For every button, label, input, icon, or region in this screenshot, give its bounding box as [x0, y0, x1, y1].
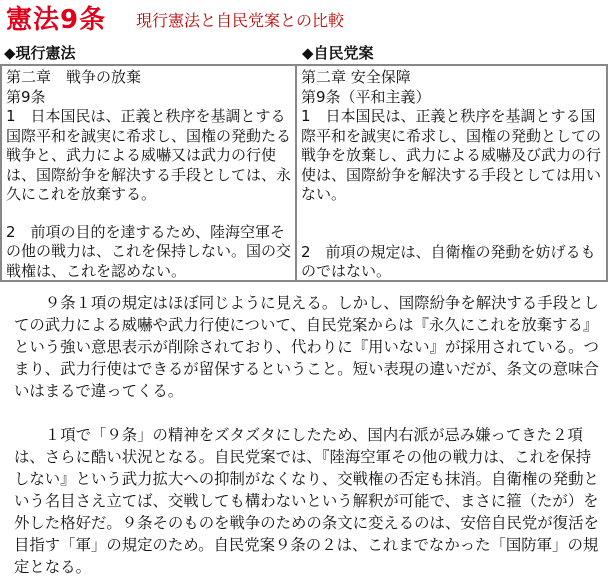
- ldp-draft-cell: [297, 66, 606, 280]
- current-constitution-cell: [2, 66, 297, 280]
- page-header: [4, 4, 604, 36]
- ldp-article: 第9条（平和主義）: [301, 87, 431, 106]
- commentary-paragraph-1: ９条１項の規定はほぼ同じように見える。しかし、国際紛争を解決する手段としての武力による威嚇や武力行使について、自民党案からは『永久にこれを放棄する』という強い意思表示が削除されており、代わりに『用いない』が採用されている。つまり、武力行使はできるが留保するということ。短い表現の違いだが、条文の意味合いはまるで違ってくる。: [14, 294, 599, 400]
- ldp-chapter: 第二章 安全保障: [301, 68, 411, 86]
- current-chapter: 第二章 戦争の放棄: [6, 68, 142, 86]
- paragraph-spacer: [14, 402, 606, 424]
- ldp-draft-heading: ◆自民党案: [302, 44, 374, 62]
- current-constitution-heading: ◆現行憲法: [4, 44, 76, 62]
- clause-gap: [6, 205, 291, 223]
- current-article: 第9条: [6, 87, 46, 106]
- page-subtitle: 現行憲法と自民党案との比較: [136, 11, 345, 30]
- comparison-table: [0, 64, 608, 282]
- current-clause-1: 1 日本国民は、正義と秩序を基調とする国際平和を誠実に希求し、国権の発動たる戦争と、武力による威嚇又は武力の行使は、国際紛争を解決する手段としては、永久にこれを放棄する。: [6, 107, 292, 203]
- ldp-clause-2: 2 前項の規定は、自衛権の発動を妨げるものではない。: [301, 242, 596, 280]
- commentary-paragraph-2: １項で「９条」の精神をズタズタにしたため、国内右派が忌み嫌ってきた２項は、さらに酷い状況となる。自民党案では、『陸海空軍その他の戦力は、これを保持しない』という武力拡大への抑制がなくなり、交戦権の否定も抹消。自衛権の発動という名目さえ立てば、交戦しても構わないという解釈が可能で、まさに箍（たが）を外した格好だ。９条そのものを戦争のための条文に変えるのは、安倍自民党が復活を目指す「軍」の規定のため。自民党案９条の２は、これまでなかった「国防軍」の規定となる。: [14, 426, 599, 576]
- commentary: [14, 292, 606, 578]
- ldp-clause-1: 1 日本国民は、正義と秩序を基調とする国際平和を誠実に希求し、国権の発動としての戦争を放棄し、武力による威嚇及び武力の行使は、国際紛争を解決する手段としては用いない。: [301, 107, 602, 203]
- clause-gap: [301, 205, 602, 243]
- page-title: 憲法9条: [6, 5, 107, 35]
- current-clause-2: 2 前項の目的を達するため、陸海空軍その他の戦力は、これを保持しない。国の交戦権は、これを認めない。: [6, 222, 292, 280]
